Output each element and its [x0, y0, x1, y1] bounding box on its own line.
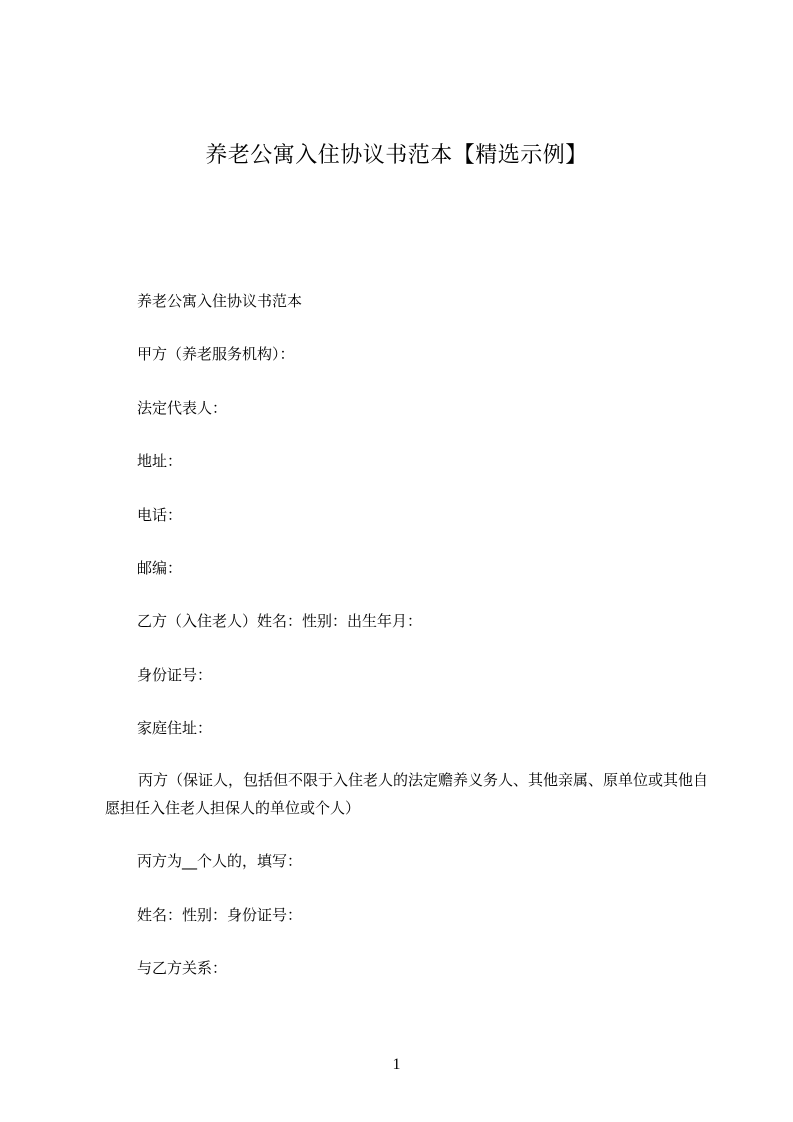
paragraph-phone: 电话：: [137, 506, 183, 524]
paragraph-party-a: 甲方（养老服务机构）：: [137, 345, 295, 363]
paragraph-relationship: 与乙方关系：: [137, 959, 228, 977]
paragraph-address: 地址：: [137, 452, 183, 470]
paragraph-postcode: 邮编：: [137, 559, 183, 577]
page-number: 1: [392, 1056, 401, 1073]
paragraph-legal-representative: 法定代表人：: [137, 399, 228, 417]
paragraph-heading: 养老公寓入住协议书范本: [137, 292, 303, 310]
document-title: 养老公寓入住协议书范本【精选示例】: [205, 143, 588, 168]
paragraph-party-c-individual: 丙方为__个人的，填写：: [137, 852, 303, 870]
paragraph-home-address: 家庭住址：: [137, 719, 213, 737]
paragraph-party-c-name: 姓名：性别：身份证号：: [137, 906, 303, 924]
paragraph-id-number: 身份证号：: [137, 666, 213, 684]
paragraph-party-c-guarantor: 丙方（保证人，包括但不限于入住老人的法定赡养义务人、其他亲属、原单位或其他自愿担任入住老人担保人的单位或个人）: [105, 771, 709, 817]
paragraph-party-b: 乙方（入住老人）姓名：性别：出生年月：: [137, 612, 423, 630]
